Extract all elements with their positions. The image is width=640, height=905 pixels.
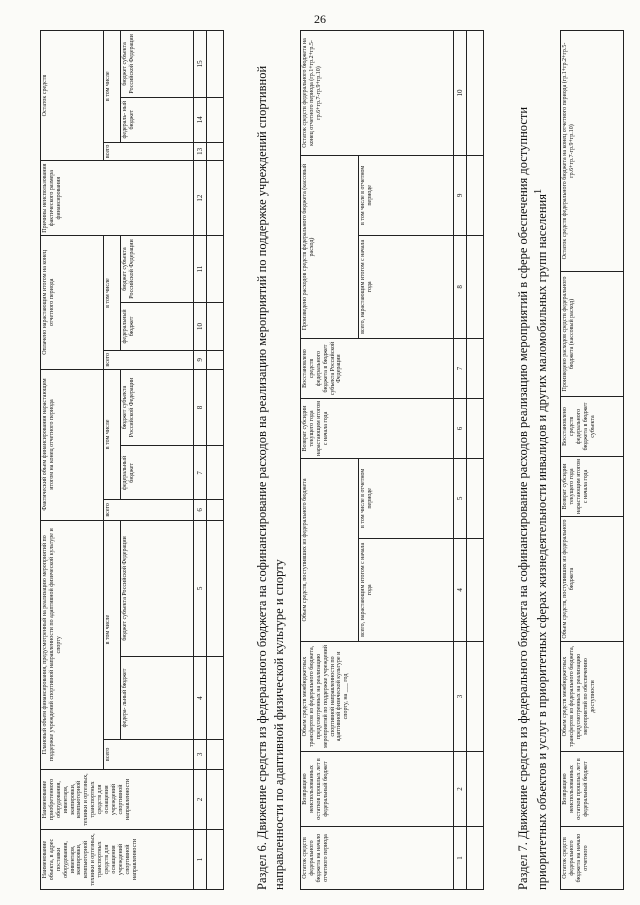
empty-cell <box>207 446 224 500</box>
empty-cell <box>207 31 224 98</box>
empty-cell <box>467 642 484 752</box>
empty-cell <box>467 827 484 890</box>
column-number: 12 <box>194 161 207 236</box>
table-row <box>467 31 484 890</box>
header-paid: Оплачено нарастающим итогом на конец отчетного периода <box>41 236 104 369</box>
fed-budget-label: федераль- ный бюджет <box>121 97 194 142</box>
header-restored: Восстановлено средств федерального бюджета в бюджет субъекта <box>561 397 624 457</box>
header-expenses-total: всего, нарастающим итогом с начала года <box>359 235 454 338</box>
page-number: 26 <box>314 12 326 26</box>
empty-cell <box>467 235 484 338</box>
header-transfers-volume: Объем средств межбюджетных трансфертов из федерального бюджета, предусмотренных на реализацию мероприятий по поддержке учреждений спортивной направленности по адаптивной физической культуре и спорту, на ___ год <box>301 642 454 752</box>
incl-label: в том числе <box>104 520 121 739</box>
header-returned: Возвращено неиспользованных остатков прошлых лет в федеральный бюджет <box>301 752 454 827</box>
empty-cell <box>467 752 484 827</box>
incl-label: в том числе <box>104 369 121 500</box>
empty-cell <box>207 369 224 446</box>
column-number: 2 <box>454 752 467 827</box>
fed-budget-label: федера- льный бюджет <box>121 657 194 739</box>
column-number: 4 <box>454 538 467 641</box>
header-expenses: Произведено расходов средств федерального бюджета (кассовый расход) <box>301 156 359 339</box>
empty-cell <box>207 351 224 370</box>
column-number: 1 <box>194 830 207 890</box>
empty-cell <box>207 739 224 769</box>
subj-budget-label: бюджет субъекта Российской Федерации <box>121 520 194 657</box>
header-transfers-volume: Объем средств межбюджетных трансфертов из федерального бюджета, предусмотренных на реализацию мероприятий по обеспечению доступности <box>561 642 624 752</box>
header-returned: Возвращено неиспользованных остатков прошлых лет в федеральный бюджет <box>561 752 624 827</box>
header-actual-financing: Фактический объем финансирования нарастающим итогом на конец отчетного периода <box>41 369 104 520</box>
header-reasons: Причины неиспользования фактического размера финансирования <box>41 161 194 236</box>
column-number: 7 <box>194 446 207 500</box>
header-balance: Остаток средств <box>41 31 104 161</box>
empty-cell <box>467 339 484 399</box>
section-7-heading <box>515 30 551 890</box>
column-number: 11 <box>194 236 207 303</box>
total-label: всего <box>104 142 194 161</box>
table-row <box>207 31 224 890</box>
column-number: 8 <box>454 235 467 338</box>
section-7-text: Раздел 7. Движение средств из федерального бюджета на софинансирование расходов реализацию мероприятий в сфере обеспечения доступности приоритетных объектов и услуг в приоритетных сферах жизнедеятельности инвалидов и других маломобильных групп населения <box>516 106 550 890</box>
funds-movement-table <box>300 30 484 890</box>
column-number: 1 <box>454 827 467 890</box>
subj-budget-label: бюджет субъекта Российской Федерации <box>121 31 194 98</box>
empty-cell <box>467 156 484 236</box>
header-expenses-period: в том числе в отчетном периоде <box>359 156 454 236</box>
header-received: Объем средств, поступивших из федерального бюджета <box>301 459 359 642</box>
empty-cell <box>467 31 484 156</box>
empty-cell <box>207 236 224 303</box>
column-number: 5 <box>454 459 467 539</box>
column-number: 6 <box>454 399 467 459</box>
empty-cell <box>207 520 224 657</box>
header-closing-balance: Остаток средств федерального бюджета на конец отчетного периода (гр.1+гр.2+гр.5-гр.6+гр.7-гр.9+гр.10) <box>301 31 454 156</box>
empty-cell <box>207 142 224 161</box>
column-number: 15 <box>194 31 207 98</box>
empty-cell <box>467 399 484 459</box>
column-number: 9 <box>194 351 207 370</box>
accessibility-funds-table <box>560 30 624 890</box>
empty-cell <box>207 830 224 890</box>
header-subsidy-return: Возврат субсидии текущего года нарастающим итогом с начала года <box>301 399 454 459</box>
header-restored: Восстановлено средств федерального бюджета в бюджет субъекта Российской Федерации <box>301 339 454 399</box>
header-object-name: Наименование объекта, в адрес поставки оборудования, инвентаря, экипировки, компьютерной техники и ортезных, транспортных средств для оснащения учреждений спортивной направленности <box>41 830 194 890</box>
header-equipment-name: Наименование приобретенного оборудования, инвентаря, экипировки, компьютерной техники и ортезных, транспортных средств для оснащения учреждений спортивной направленности <box>41 770 194 830</box>
column-number: 4 <box>194 657 207 739</box>
incl-label: в том числе <box>104 236 121 351</box>
rotated-page-content <box>40 30 620 890</box>
fed-budget-label: федеральный бюджет <box>121 302 194 350</box>
empty-cell <box>207 657 224 739</box>
column-number: 3 <box>194 739 207 769</box>
empty-cell <box>207 97 224 142</box>
header-subsidy-return: Возврат субсидии текущего года нарастающим итогом с начала года <box>561 457 624 517</box>
column-number: 2 <box>194 770 207 830</box>
header-received-period: в том числе в отчетном периоде <box>359 459 454 539</box>
column-number: 13 <box>194 142 207 161</box>
header-opening-balance: Остаток средств федерального бюджета на начало отчетного <box>561 827 624 890</box>
header-expenses: Произведено расходов средств федерального бюджета (кассовый расход) <box>561 272 624 397</box>
footnote-mark: 1 <box>532 188 544 195</box>
column-number: 7 <box>454 339 467 399</box>
empty-cell <box>467 538 484 641</box>
column-number: 6 <box>194 500 207 520</box>
header-received-total: всего, нарастающим итогом с начала года <box>359 538 454 641</box>
empty-cell <box>207 770 224 830</box>
subj-budget-label: бюджет субъекта Российской Федерации <box>121 236 194 303</box>
section-6-heading: Раздел 6. Движение средств из федерального бюджета на софинансирование расходов на реализацию мероприятий по поддержке учреждений спортивной направленности по адаптивной физической культуре и спорту <box>255 65 286 890</box>
empty-cell <box>207 500 224 520</box>
empty-cell <box>467 459 484 539</box>
column-number: 10 <box>194 302 207 350</box>
fed-budget-label: федеральный бюджет <box>121 446 194 500</box>
incl-label: в том числе <box>104 31 121 143</box>
assets-table <box>40 30 224 890</box>
column-number: 8 <box>194 369 207 446</box>
column-number: 10 <box>454 31 467 156</box>
column-number: 9 <box>454 156 467 236</box>
empty-cell <box>207 161 224 236</box>
total-label: всего <box>104 500 194 520</box>
column-number: 14 <box>194 97 207 142</box>
subj-budget-label: бюджет субъекта Российской Федерации <box>121 369 194 446</box>
header-opening-balance: Остаток средств федерального бюджета на начало отчетного периода <box>301 827 454 890</box>
total-label: всего <box>104 739 194 769</box>
total-label: всего <box>104 351 194 370</box>
header-received: Объем средств, поступивших из федерального бюджета <box>561 517 624 642</box>
header-closing-balance: Остаток средств федерального бюджета на конец отчетного периода (гр.1+гр.2+гр.5-гр.6+гр.7-гр.9+гр.10) <box>561 31 624 272</box>
empty-cell <box>207 302 224 350</box>
column-number: 5 <box>194 520 207 657</box>
column-number: 3 <box>454 642 467 752</box>
header-planned-financing: Плановый объем финансирования, предусмотренный на реализацию мероприятий по поддержке учреждений спортивной направленности по адаптивной физической культуре и спорту <box>41 520 104 769</box>
